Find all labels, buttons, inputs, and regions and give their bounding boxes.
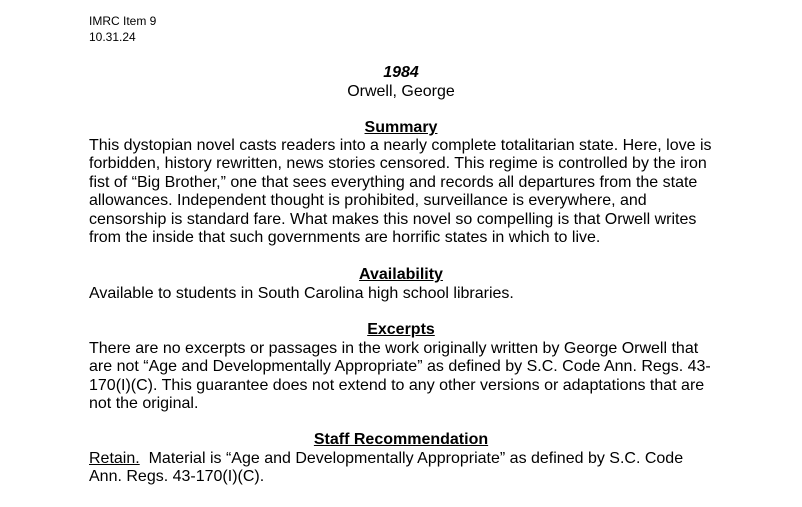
staff-recommendation-heading: Staff Recommendation <box>313 431 489 448</box>
recommendation-line <box>89 450 729 468</box>
summary-line: This dystopian novel casts readers into a nearly complete totalitarian state. Here, love is <box>89 137 712 154</box>
excerpts-line: are not “Age and Developmentally Appropriate” as defined by S.C. Code Ann. Regs. 43- <box>89 358 711 376</box>
availability-line: Available to students in South Carolina high school libraries. <box>89 285 514 302</box>
summary-line: from the inside that such governments are horrific states in which to live. <box>89 229 601 247</box>
summary-line: allowances. Independent thought is prohibited, surveillance is everywhere, and <box>89 192 647 210</box>
recommendation-text: Material is “Age and Developmentally Appropriate” as defined by S.C. Code <box>139 450 684 467</box>
summary-paragraph <box>89 137 729 247</box>
excerpts-line: 170(I)(C). This guarantee does not extend to any other versions or adaptations that are <box>89 376 705 394</box>
excerpts-line: There are no excerpts or passages in the work originally written by George Orwell that <box>89 340 699 357</box>
document-date: 10.31.24 <box>89 30 136 44</box>
recommendation-decision: Retain. <box>89 450 140 467</box>
summary-line: fist of “Big Brother,” one that sees everything and records all departures from the state <box>89 173 698 191</box>
excerpts-paragraph <box>89 340 729 414</box>
book-title: 1984 <box>383 64 419 81</box>
recommendation-line: Ann. Regs. 43-170(I)(C). <box>89 468 265 486</box>
summary-line: forbidden, history rewritten, news stories censored. This regime is controlled by the iron <box>89 155 707 173</box>
staff-recommendation-paragraph <box>89 450 729 487</box>
availability-heading: Availability <box>359 266 443 283</box>
excerpts-line: not the original. <box>89 395 199 413</box>
item-label: IMRC Item 9 <box>89 14 157 28</box>
summary-line: censorship is standard fare. What makes this novel so compelling is that Orwell writes <box>89 210 697 228</box>
book-author: Orwell, George <box>347 83 455 100</box>
availability-paragraph <box>89 285 729 303</box>
excerpts-heading: Excerpts <box>367 321 435 338</box>
summary-heading: Summary <box>364 119 438 136</box>
